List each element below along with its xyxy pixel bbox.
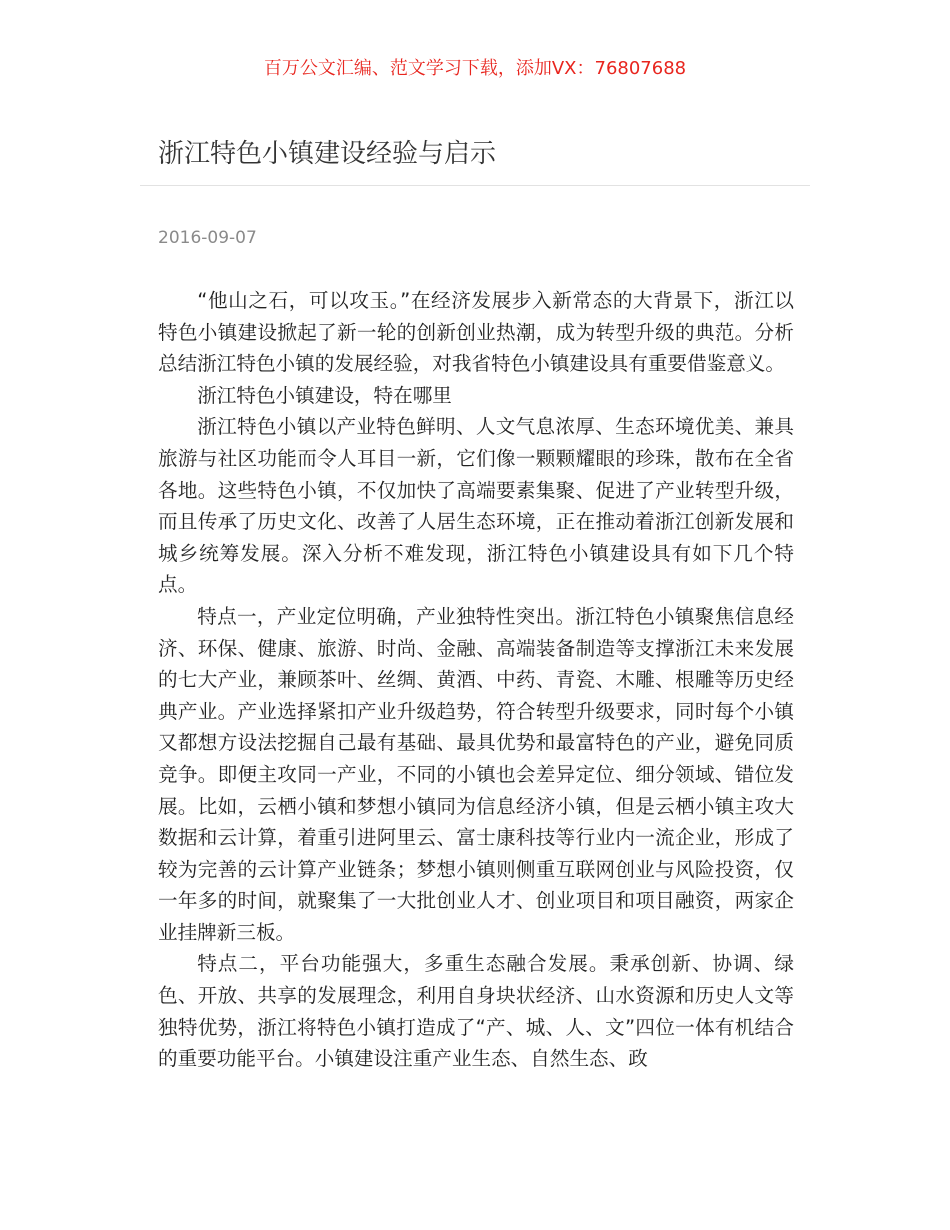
article-title: 浙江特色小镇建设经验与启示 [158, 139, 497, 169]
title-divider [140, 185, 810, 186]
section-heading: 浙江特色小镇建设，特在哪里 [197, 383, 452, 407]
paragraph-feature-one: 特点一，产业定位明确，产业独特性突出。浙江特色小镇聚焦信息经济、环保、健康、旅游、时尚、金融、高端装备制造等支撑浙江未来发展的七大产业，兼顾茶叶、丝绸、黄酒、中药、青瓷、木雕、根雕等历史经典产业。产业选择紧扣产业升级趋势，符合转型升级要求，同时每个小镇又都想方设法挖掘自己最有基础、最具优势和最富特色的产业，避免同质竞争。即便主攻同一产业，不同的小镇也会差异定位、细分领域、错位发展。比如，云栖小镇和梦想小镇同为信息经济小镇，但是云栖小镇主攻大数据和云计算，着重引进阿里云、富士康科技等行业内一流企业，形成了较为完善的云计算产业链条；梦想小镇则侧重互联网创业与风险投资，仅一年多的时间，就聚集了一大批创业人才、创业项目和项目融资，两家企业挂牌新三板。 [158, 604, 794, 944]
paragraph-overview: 浙江特色小镇以产业特色鲜明、人文气息浓厚、生态环境优美、兼具旅游与社区功能而令人耳目一新，它们像一颗颗耀眼的珍珠，散布在全省各地。这些特色小镇，不仅加快了高端要素集聚、促进了产业转型升级，而且传承了历史文化、改善了人居生态环境，正在推动着浙江创新发展和城乡统筹发展。深入分析不难发现，浙江特色小镇建设具有如下几个特点。 [158, 415, 794, 597]
watermark-banner: 百万公文汇编、范文学习下载，添加VX：76807688 [263, 58, 687, 79]
publish-date: 2016-09-07 [158, 228, 257, 248]
paragraph-feature-two: 特点二，平台功能强大，多重生态融合发展。秉承创新、协调、绿色、开放、共享的发展理念，利用自身块状经济、山水资源和历史人文等独特优势，浙江将特色小镇打造成了“产、城、人、文”四位一体有机结合的重要功能平台。小镇建设注重产业生态、自然生态、政 [158, 952, 794, 1071]
paragraph-intro: “他山之石，可以攻玉。”在经济发展步入新常态的大背景下，浙江以特色小镇建设掀起了新一轮的创新创业热潮，成为转型升级的典范。分析总结浙江特色小镇的发展经验，对我省特色小镇建设具有重要借鉴意义。 [158, 289, 794, 376]
article-body [158, 285, 794, 1075]
